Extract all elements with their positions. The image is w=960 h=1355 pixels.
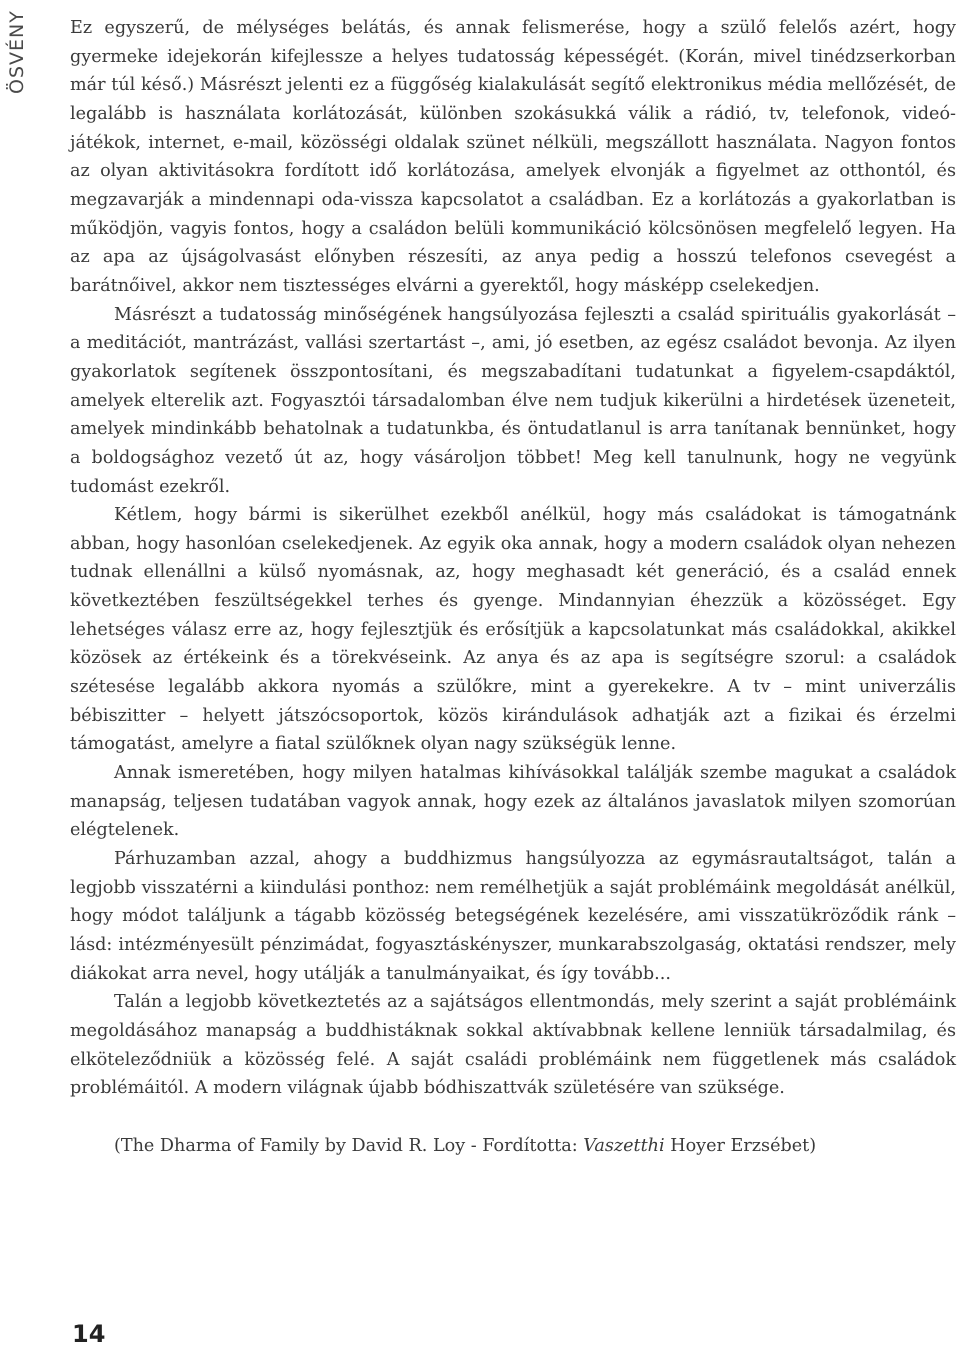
- translation-credit: [70, 1132, 956, 1161]
- section-label: ÖSVÉNY: [6, 10, 28, 94]
- page-number: 14: [72, 1320, 106, 1348]
- paragraph: Talán a legjobb következtetés az a sajátságos ellentmondás, mely szerint a saját problémáink megoldásához manapság a buddhistáknak sokkal aktívabbnak kellene lenniük társadalmilag, és elköteleződniük a közösség felé. A saját családi problémáink nem függetlenek más családok problémáitól. A modern világnak újabb bódhiszattvák születésére van szüksége.: [70, 992, 956, 1099]
- paragraph: Ez egyszerű, de mélységes belátás, és annak felismerése, hogy a szülő felelős azért, hogy gyermeke idejekorán kifejlessze a helyes tudatosság képességét. (Korán, mivel tinédzserkorban már túl késő.) Másrészt jelenti ez a függőség kialakulását segítő elektronikus média mellőzését, de legalább is használata korlátozását, különben szokásukká válik a rádió, tv, telefonok, videó-játékok, internet, e-mail, közösségi oldalak szünet nélküli, megszállott használata. Nagyon fontos az olyan aktivitásokra fordított idő korlátozása, amelyek elvonják a figyelmet az otthontól, és megzavarják a mindennapi oda-vissza kapcsolatot a családban. Ez a korlátozás a gyakorlatban is működjön, vagyis fontos, hogy a családon belüli kommunikáció kölcsönösen megfelelő legyen. Ha az apa az újságolvasást előnyben részesíti, az anya pedig a hosszú telefonos csevegést a barátnőivel, akkor nem tisztességes elvárni a gyerektől, hogy másképp cselekedjen.: [70, 18, 956, 296]
- paragraph: Párhuzamban azzal, ahogy a buddhizmus hangsúlyozza az egymásrautaltságot, talán a legjobb visszatérni a kiindulási ponthoz: nem remélhetjük a saját problémáink megoldását anélkül, hogy módot találjunk a tágabb közösség betegségének kezelésére, ami visszatükröződik ránk – lásd: intézményesült pénzimádat, fogyasztáskényszer, munkarabszolgaság, oktatási rendszer, mely diákokat arra nevel, hogy utálják a tanulmányaikat, és így tovább...: [70, 849, 956, 984]
- credit-translator-name: Vaszetthi: [583, 1135, 665, 1156]
- credit-prefix: (The Dharma of Family by David R. Loy - Fordította:: [114, 1135, 584, 1156]
- paragraph: Kétlem, hogy bármi is sikerülhet ezekből anélkül, hogy más családokat is támogatnánk abban, hogy hasonlóan cselekedjenek. Az egyik oka annak, hogy a modern családok olyan nehezen tudnak ellenállni a külső nyomásnak, az, hogy meghasadt két generáció, és a család ennek következtében feszültségekkel terhes és gyenge. Mindannyian éhezzük a közösséget. Egy lehetséges válasz erre az, hogy fejlesztjük és erősítjük a kapcsolatunkat más családokkal, akikkel közösek az értékeink és a törekvéseink. Az anya és az apa is segítségre szorul: a családok szétesése legalább akkora nyomás a szülőkre, mint a gyerekekre. A tv – mint univerzális bébiszitter – helyett játszócsoportok, közös kirándulások adhatják azt a fizikai és érzelmi támogatást, amelyre a fiatal szülőknek olyan nagy szükségük lenne.: [70, 505, 956, 755]
- article-body: [70, 14, 956, 1161]
- paragraph: Annak ismeretében, hogy milyen hatalmas kihívásokkal találják szembe magukat a családok manapság, teljesen tudatában vagyok annak, hogy ezek az általános javaslatok milyen szomorúan elégtelenek.: [70, 763, 956, 841]
- paragraph: Másrészt a tudatosság minőségének hangsúlyozása fejleszti a család spirituális gyakorlását – a meditációt, mantrázást, vallási szertartást –, ami, jó esetben, az egész családot bevonja. Az ilyen gyakorlatok segítenek összpontosítani, és megszabadítani tudatunkat a figyelem-csapdáktól, amelyek elterelik azt. Fogyasztói társadalomban élve nem tudjuk kikerülni a hirdetések üzeneteit, amelyek mindinkább behatolnak a tudatunkba, és öntudatlanul is arra tanítanak bennünket, hogy a boldogsághoz vezető út az, hogy vásároljon többet! Meg kell tanulnunk, hogy ne vegyünk tudomást ezekről.: [70, 304, 956, 497]
- credit-suffix: Hoyer Erzsébet): [664, 1135, 817, 1156]
